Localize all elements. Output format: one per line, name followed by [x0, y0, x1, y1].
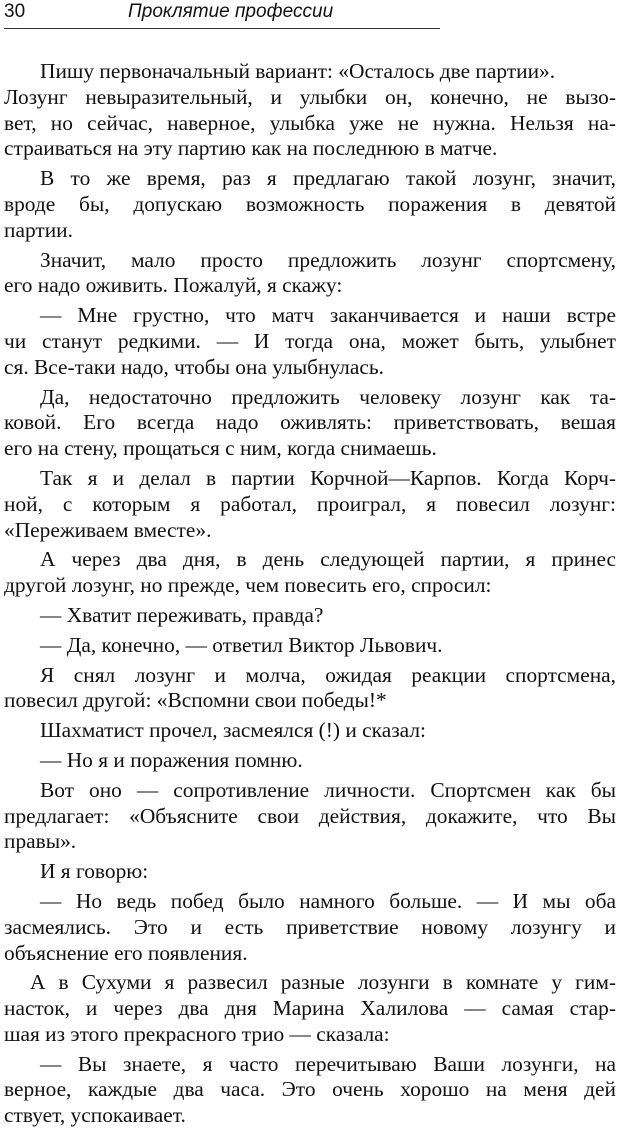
text-line: его на стену, прощаться с ним, когда снимаешь. [4, 436, 437, 461]
text-line: «Переживаем вместе». [4, 517, 212, 542]
text-line: Лозунг невыразительный, и улыбки он, конечно, не вызо- [4, 84, 616, 109]
text-line: ствует, успокаивает. [4, 1103, 186, 1128]
text-line: ной, с которым я работал, проиграл, я повесил лозунг: [4, 491, 616, 516]
text-line: насток, и через два дня Марина Халилова — самая стар- [4, 996, 616, 1021]
text-line: ся. Все-таки надо, чтобы она улыбнулась. [4, 354, 384, 379]
text-line: страиваться на эту партию как на последнюю в матче. [4, 136, 498, 161]
text-line: ковой. Его всегда надо оживлять: приветствовать, вешая [4, 410, 616, 435]
text-line: его надо оживить. Пожалуй, я скажу: [4, 273, 343, 298]
text-line: Пишу первоначальный вариант: «Осталось две партии». [40, 59, 556, 83]
page-number: 30 [4, 1, 26, 22]
text-line: Я снял лозунг и молча, ожидая реакции спортсмена, [40, 662, 616, 687]
text-line: А в Сухуми я развесил разные лозунги в комнате у гим- [30, 970, 616, 995]
text-line: шая из этого прекрасного трио — сказала: [4, 1021, 390, 1046]
page-header [4, 0, 440, 29]
text-line: В то же время, раз я предлагаю такой лозунг, значит, [40, 166, 616, 191]
text-line: — Но ведь побед было намного больше. — И мы оба [40, 888, 616, 913]
text-line: предлагает: «Объясните свои действия, докажите, что Вы [4, 803, 616, 828]
text-line: Значит, мало просто предложить лозунг спортсмену, [40, 247, 616, 272]
text-line: верное, каждые два часа. Это очень хорошо на меня дей [4, 1077, 616, 1102]
page-body [4, 59, 616, 1129]
text-line: чи станут редкими. — И тогда она, может быть, улыбнет [4, 328, 616, 353]
text-line: — Но я и поражения помню. [40, 747, 303, 772]
text-line: Вот оно — сопротивление личности. Спортсмен как бы [40, 777, 616, 802]
text-line: Так я и делал в партии Корчной—Карпов. Когда Корч- [40, 465, 616, 490]
text-line: И я говорю: [40, 859, 149, 884]
text-line: Да, недостаточно предложить человеку лозунг как та- [40, 384, 616, 409]
text-line: — Вы знаете, я часто перечитываю Ваши лозунги, на [40, 1051, 616, 1076]
text-line: правы». [4, 829, 77, 854]
text-line: засмеялись. Это и есть приветствие новому лозунгу и [4, 914, 616, 939]
text-line: партии. [4, 217, 73, 242]
text-line: вет, но сейчас, наверное, улыбка уже не нужна. Нельзя на- [4, 110, 616, 135]
text-line: А через два дня, в день следующей партии, я принес [40, 547, 616, 572]
text-line: объяснение его появления. [4, 940, 248, 965]
text-line: повесил другой: «Вспомни свои победы!* [4, 688, 387, 713]
text-line: — Мне грустно, что матч заканчивается и наши встре [40, 303, 616, 328]
text-line: — Да, конечно, — ответил Виктор Львович. [40, 632, 443, 657]
text-line: Шахматист прочел, засмеялся (!) и сказал: [40, 718, 426, 743]
running-title: Проклятие профессии [128, 1, 334, 22]
text-line: — Хватит переживать, правда? [40, 602, 324, 627]
text-line: вроде бы, допускаю возможность поражения в девятой [4, 191, 616, 216]
text-line: другой лозунг, но прежде, чем повесить его, спросил: [4, 573, 492, 598]
